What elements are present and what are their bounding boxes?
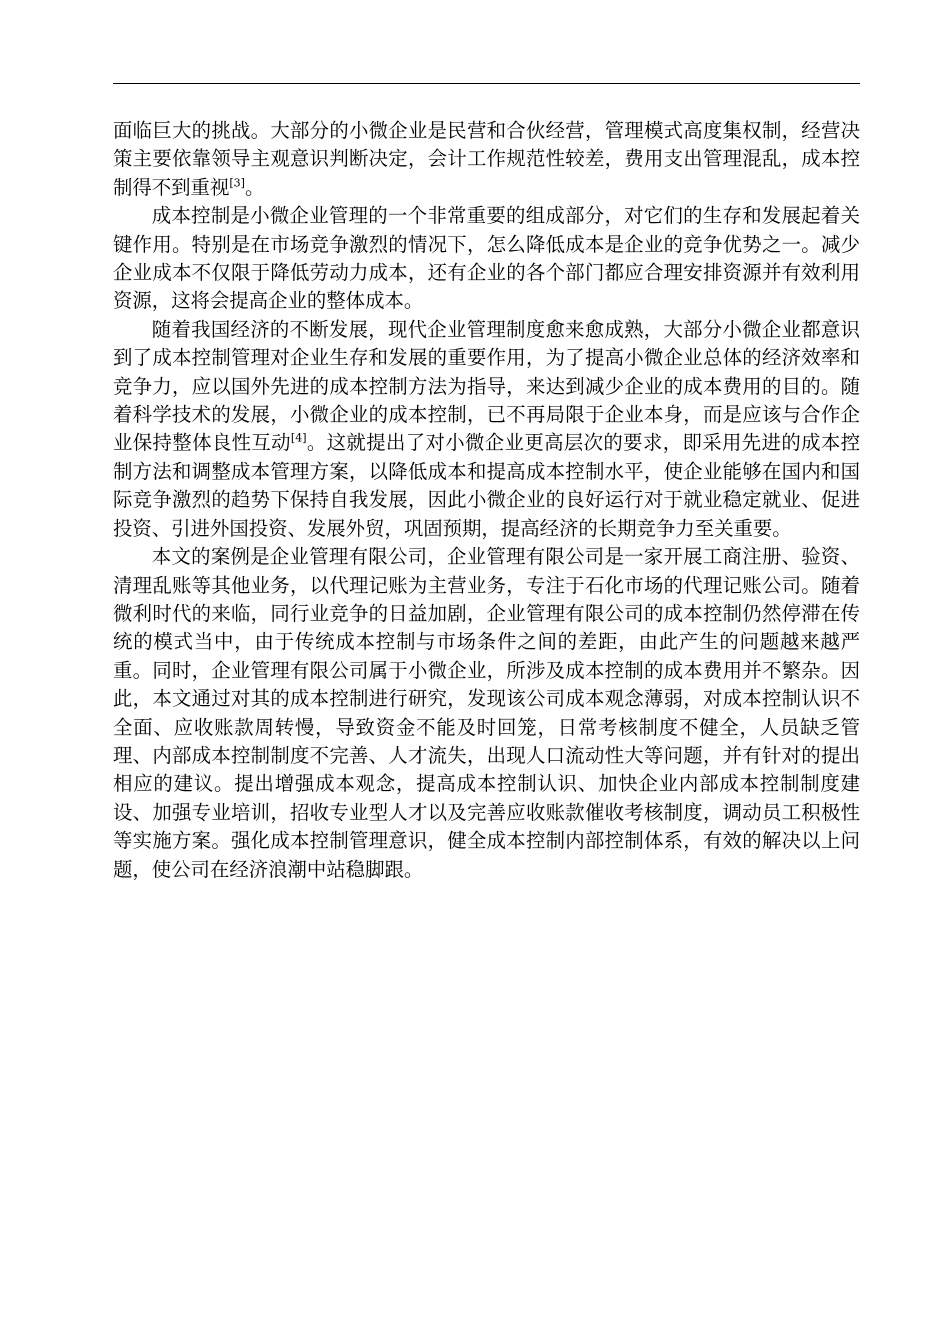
paragraph-continuation <box>113 117 860 202</box>
paragraph-case-study <box>113 543 860 884</box>
paragraph-cost-control-importance <box>113 202 860 316</box>
paragraph-text: 本文的案例是企业管理有限公司，企业管理有限公司是一家开展工商注册、验资、清理乱账等其他业务，以代理记账为主营业务，专注于石化市场的代理记账公司。随着微利时代的来临，同行业竞争的日益加剧，企业管理有限公司的成本控制仍然停滞在传统的模式当中，由于传统成本控制与市场条件之间的差距，由此产生的问题越来越严重。同时，企业管理有限公司属于小微企业，所涉及成本控制的成本费用并不繁杂。因此，本文通过对其的成本控制进行研究，发现该公司成本观念薄弱，对成本控制认识不全面、应收账款周转慢，导致资金不能及时回笼，日常考核制度不健全，人员缺乏管理、内部成本控制制度不完善、人才流失，出现人口流动性大等问题，并有针对的提出相应的建议。提出增强成本观念，提高成本控制认识、加快企业内部成本控制制度建设、加强专业培训，招收专业型人才以及完善应收账款催收考核制度，调动员工积极性等实施方案。强化成本控制管理意识，健全成本控制内部控制体系，有效的解决以上问题，使公司在经济浪潮中站稳脚跟。 <box>113 545 860 881</box>
paragraph-text: 面临巨大的挑战。大部分的小微企业是民营和合伙经营，管理模式高度集权制，经营决策主要依靠领导主观意识判断决定，会计工作规范性较差，费用支出管理混乱，成本控制得不到重视 <box>113 119 860 199</box>
body-text <box>113 117 860 884</box>
citation-marker: [3] <box>229 176 245 190</box>
citation-marker: [4] <box>290 432 307 445</box>
paragraph-tail: 。这就提出了对小微企业更高层次的要求，即采用先进的成本控制方法和调整成本管理方案，以降低成本和提高成本控制水平，使企业能够在国内和国际竞争激烈的趋势下保持自我发展，因此小微企业的良好运行对于就业稳定就业、促进投资、引进外国投资、发展外贸，巩固预期，提高经济的长期竞争力至关重要。 <box>113 431 861 540</box>
paragraph-text: 成本控制是小微企业管理的一个非常重要的组成部分，对它们的生存和发展起着关键作用。特别是在市场竞争激烈的情况下，怎么降低成本是企业的竞争优势之一。减少企业成本不仅限于降低劳动力成本，还有企业的各个部门都应合理安排资源并有效利用资源，这将会提高企业的整体成本。 <box>113 204 860 313</box>
paragraph-tail: 。 <box>244 175 265 199</box>
header-rule <box>113 83 860 84</box>
paragraph-economic-development <box>113 316 860 543</box>
paragraph-text: 随着我国经济的不断发展，现代企业管理制度愈来愈成熟，大部分小微企业都意识到了成本控制管理对企业生存和发展的重要作用，为了提高小微企业总体的经济效率和竞争力，应以国外先进的成本控制方法为指导，来达到减少企业的成本费用的目的。随着科学技术的发展，小微企业的成本控制，已不再局限于企业本身，而是应该与合作企业保持整体良性互动 <box>113 317 860 455</box>
